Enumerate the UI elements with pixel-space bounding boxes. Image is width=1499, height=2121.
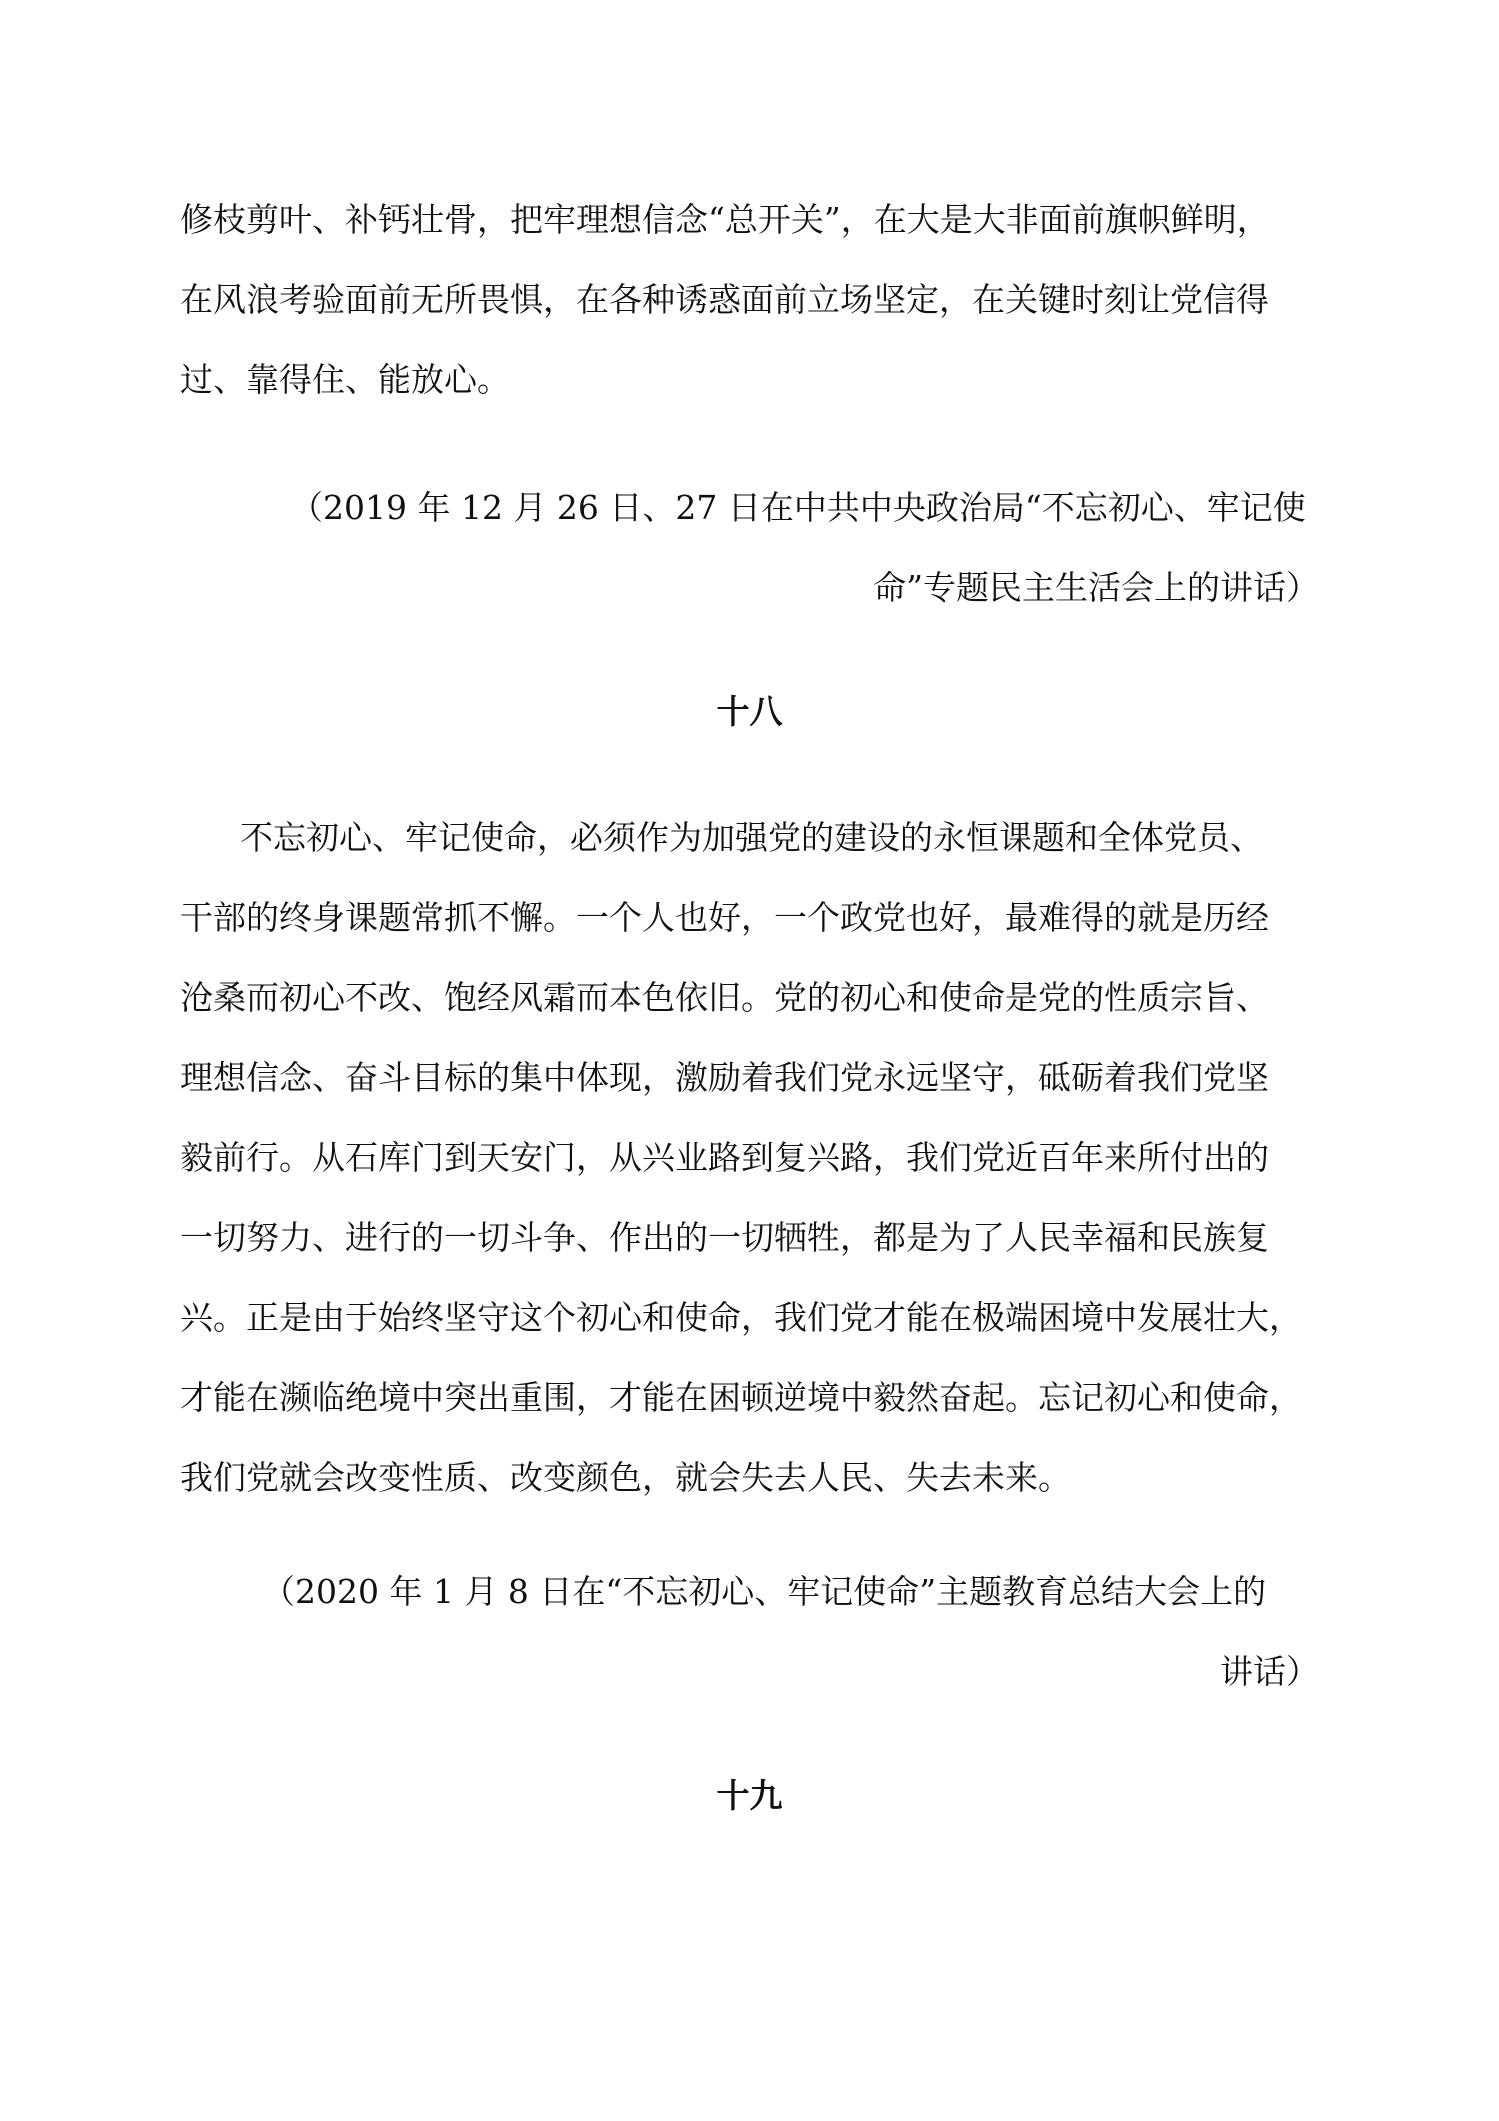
citation-line: （2019 年 12 月 26 日、27 日在中共中央政治局“不忘初心、牢记使 — [290, 488, 1306, 527]
paragraph-line: 修枝剪叶、补钙壮骨，把牢理想信念“总开关”，在大是大非面前旗帜鲜明， — [180, 200, 1270, 239]
paragraph-line: 毅前行。从石库门到天安门，从兴业路到复兴路，我们党近百年来所付出的 — [180, 1138, 1269, 1177]
paragraph-line: 才能在濒临绝境中突出重围，才能在困顿逆境中毅然奋起。忘记初心和使命， — [180, 1378, 1302, 1417]
section-heading: 十八 — [716, 692, 783, 731]
citation-line: 讲话） — [1220, 1652, 1319, 1691]
citation-line: （2020 年 1 月 8 日在“不忘初心、牢记使命”主题教育总结大会上的 — [262, 1572, 1267, 1611]
paragraph-line: 兴。正是由于始终坚守这个初心和使命，我们党才能在极端困境中发展壮大， — [180, 1298, 1302, 1337]
paragraph-line: 不忘初心、牢记使命，必须作为加强党的建设的永恒课题和全体党员、 — [240, 818, 1263, 857]
paragraph-line: 过、靠得住、能放心。 — [180, 360, 510, 399]
paragraph-line: 沧桑而初心不改、饱经风霜而本色依旧。党的初心和使命是党的性质宗旨、 — [180, 978, 1269, 1017]
paragraph-line: 一切努力、进行的一切斗争、作出的一切牺牲，都是为了人民幸福和民族复 — [180, 1218, 1269, 1257]
section-heading: 十九 — [716, 1776, 783, 1815]
citation-line: 命”专题民主生活会上的讲话） — [873, 568, 1319, 607]
paragraph-line: 干部的终身课题常抓不懈。一个人也好，一个政党也好，最难得的就是历经 — [180, 898, 1269, 937]
paragraph-line: 理想信念、奋斗目标的集中体现，激励着我们党永远坚守，砥砺着我们党坚 — [180, 1058, 1269, 1097]
paragraph-line: 在风浪考验面前无所畏惧，在各种诱惑面前立场坚定，在关键时刻让党信得 — [180, 280, 1269, 319]
paragraph-line: 我们党就会改变性质、改变颜色，就会失去人民、失去未来。 — [180, 1458, 1071, 1497]
